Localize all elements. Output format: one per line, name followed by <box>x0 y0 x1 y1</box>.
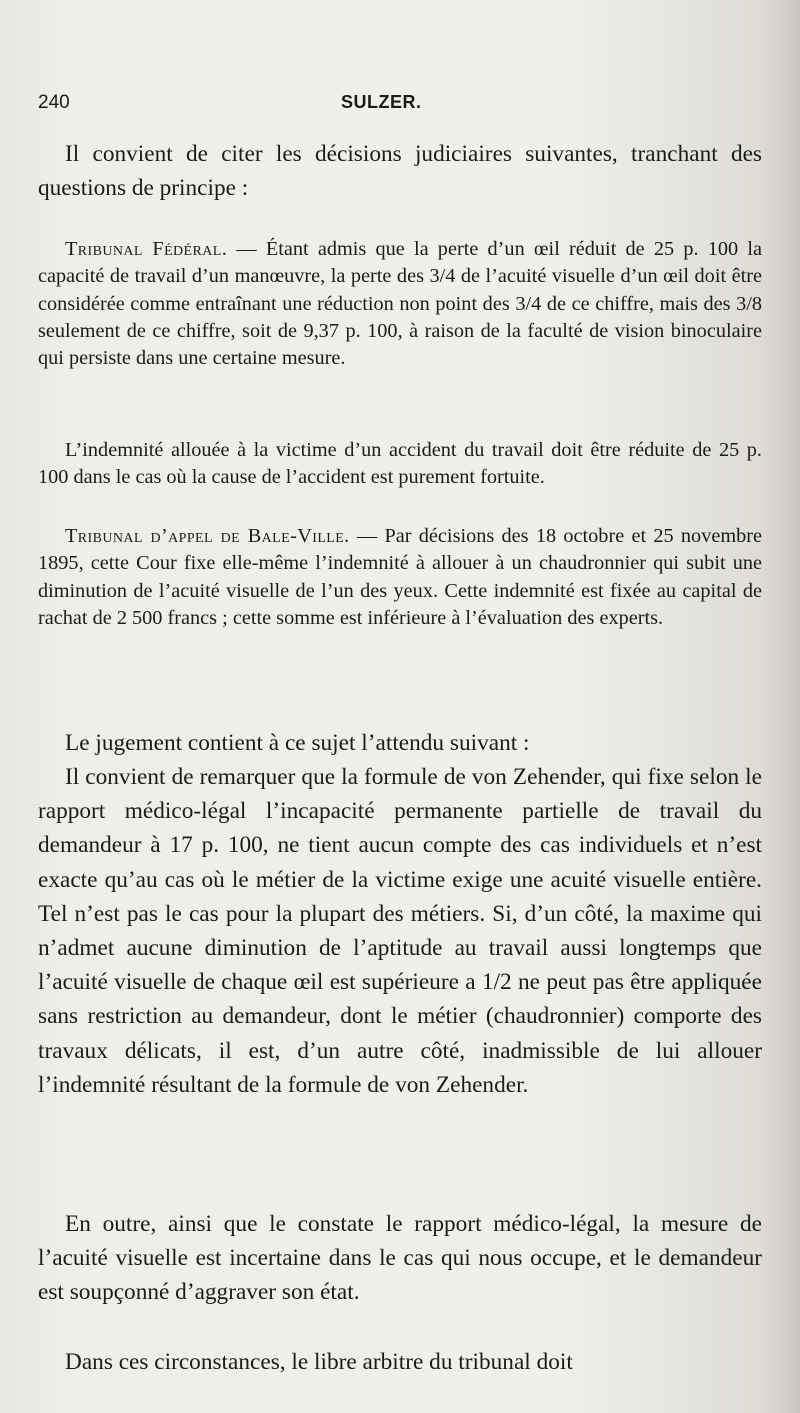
judgment-intro: Le jugement contient à ce sujet l’attendu suivant : <box>65 730 530 756</box>
basel-court-name: Tribunal d’appel de Bale-Ville. <box>65 525 350 547</box>
basel-dash: — <box>349 525 385 547</box>
page-header <box>38 92 758 118</box>
federal-court-name: Tribunal Fédéral. <box>65 238 228 260</box>
intro-paragraph: Il convient de citer les décisions judiciaires suivantes, tranchant des questions de principe : <box>38 141 762 202</box>
basel-court-text: Par décisions des 18 octobre et 25 novembre 1895, cette Cour fixe elle-même l’indemnité à allouer à un chaudronnier qui subit une diminution de l’acuité visuelle de l’un des yeux. Cette indemnité est fixée au capital de rachat de 2 500 francs ; cette somme est inférieure à l’évaluation des experts. <box>38 525 763 629</box>
judgment-paragraph-3: Dans ces circonstances, le libre arbitre du tribunal doit <box>65 1349 573 1375</box>
page-number: 240 <box>38 92 70 113</box>
federal-dash: — <box>227 238 266 260</box>
running-title: SULZER. <box>341 92 422 112</box>
judgment-paragraph-1: Il convient de remarquer que la formule de von Zehender, qui fixe selon le rapport médico-légal l’incapacité permanente partielle de travail du demandeur à 17 p. 100, ne tient aucun compte des cas individuels et n’est exacte qu’au cas où le métier de la victime exige une acuité visuelle entière. Tel n’est pas le cas pour la plupart des métiers. Si, d’un côté, la maxime qui n’admet aucune diminution de l’aptitude au travail aussi longtemps que l’acuité visuelle de chaque œil est supérieure a 1/2 ne peut pas être appliquée sans restriction au demandeur, dont le métier (chaudronnier) comporte des travaux délicats, il est, d’un autre côté, inadmissible de lui allouer l’indemnité résultant de la formule de von Zehender. <box>38 764 762 1098</box>
judgment-paragraph-2: En outre, ainsi que le constate le rapport médico-légal, la mesure de l’acuité visuelle est incertaine dans le cas qui nous occupe, et le demandeur est soupçonné d’aggraver son état. <box>38 1211 762 1306</box>
federal-court-text: Étant admis que la perte d’un œil réduit de 25 p. 100 la capacité de travail d’un manœuvre, la perte des 3/4 de l’acuité visuelle d’un œil doit être considérée comme entraînant une réduction non point des 3/4 de ce chiffre, mais des 3/8 seulement de ce chiffre, soit de 9,37 p. 100, à raison de la faculté de vision binoculaire qui persiste dans une certaine mesure. <box>38 238 763 370</box>
indemnity-paragraph: L’indemnité allouée à la victime d’un accident du travail doit être réduite de 25 p. 100 dans le cas où la cause de l’accident est purement fortuite. <box>38 439 762 489</box>
basel-court-paragraph <box>38 523 762 632</box>
federal-court-paragraph <box>38 236 762 372</box>
